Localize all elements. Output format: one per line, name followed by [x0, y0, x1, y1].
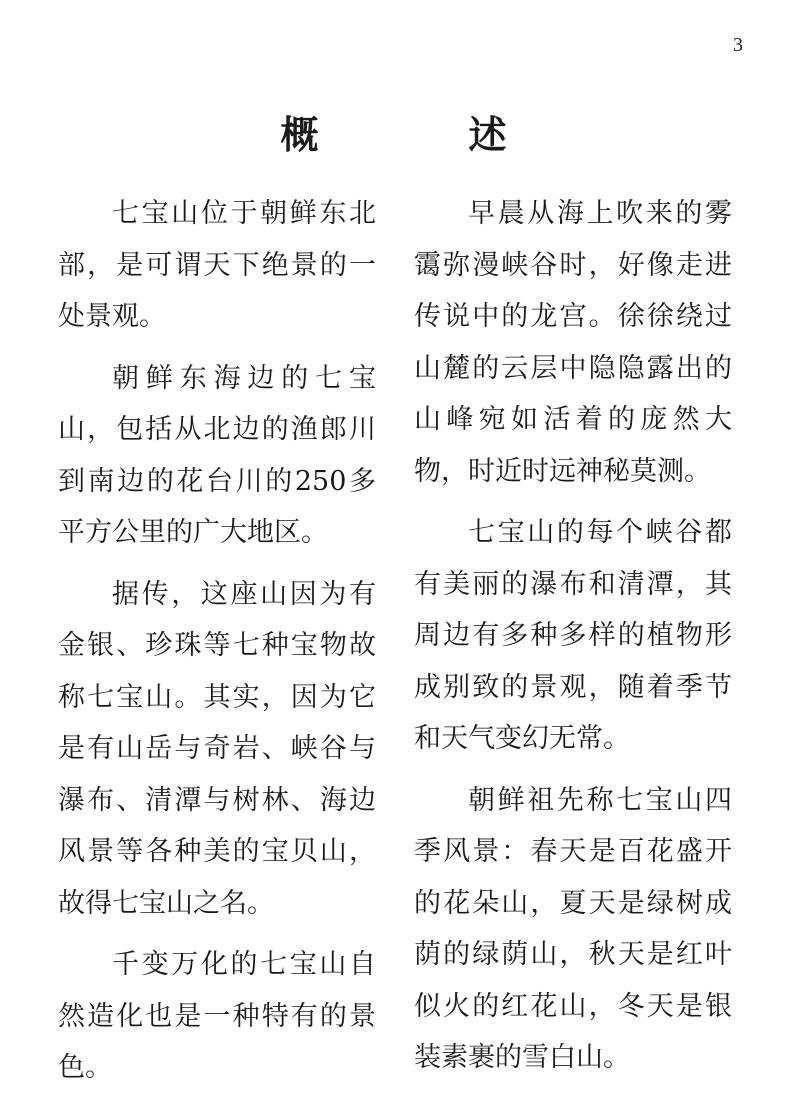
page-title: 概 述: [280, 113, 563, 157]
paragraph: 早晨从海上吹来的雾霭弥漫峡谷时，好像走进传说中的龙宫。徐徐绕过山麓的云层中隐隐露出的山峰宛如活着的庞然大物，时近时远神秘莫测。: [414, 198, 732, 487]
paragraph: 朝鲜祖先称七宝山四季风景：春天是百花盛开的花朵山，夏天是绿树成荫的绿荫山，秋天是红叶似火的红花山，冬天是银装素裹的雪白山。: [414, 784, 732, 1073]
paragraph: 据传，这座山因为有金银、珍珠等七种宝物故称七宝山。其实，因为它是有山岳与奇岩、峡谷与瀑布、清潭与树林、海边风景等各种美的宝贝山，故得七宝山之名。: [58, 578, 376, 919]
paragraph: 七宝山的每个峡谷都有美丽的瀑布和清潭，其周边有多种多样的植物形成别致的景观，随着季节和天气变幻无常。: [414, 517, 732, 754]
page-number: 3: [733, 34, 743, 56]
paragraph: 千变万化的七宝山自然造化也是一种特有的景色。: [58, 949, 376, 1083]
paragraph: 七宝山位于朝鲜东北部，是可谓天下绝景的一处景观。: [58, 198, 376, 332]
text-column-left: [58, 188, 376, 1104]
text-column-right: [414, 188, 732, 1094]
paragraph: 朝鲜东海边的七宝山，包括从北边的渔郎川到南边的花台川的250多平方公里的广大地区。: [58, 362, 376, 548]
